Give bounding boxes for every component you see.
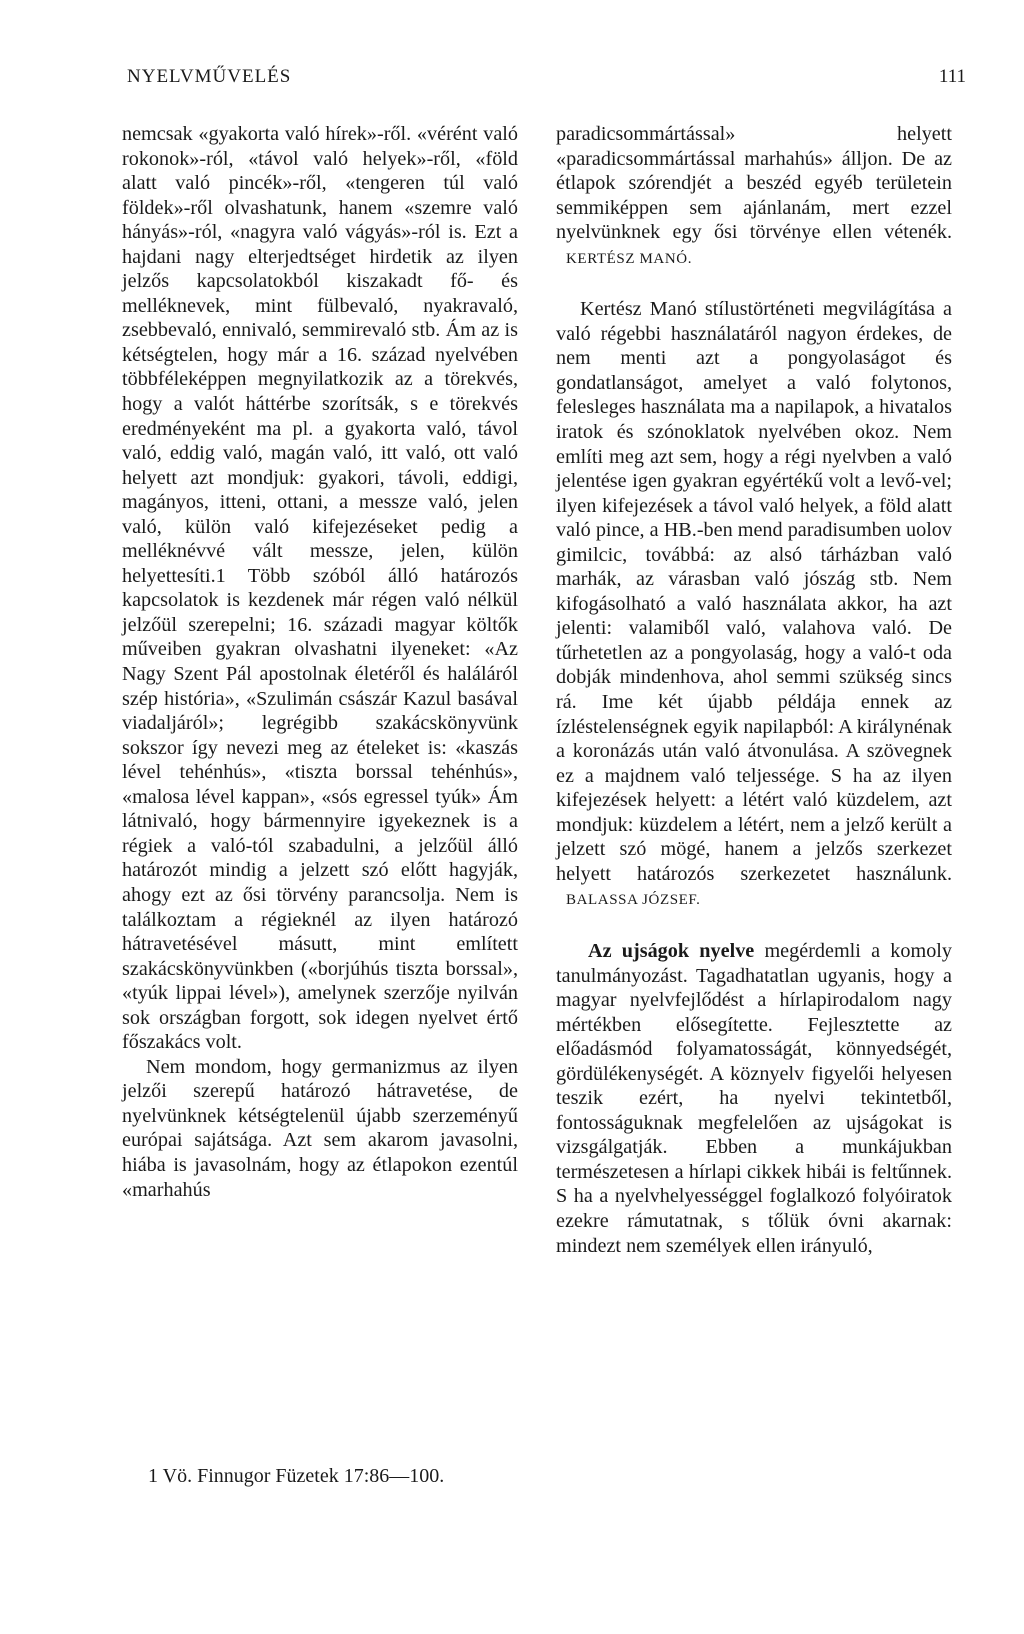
right-paragraph-2 <box>556 297 952 913</box>
left-column <box>122 122 518 1202</box>
left-paragraph-1: nemcsak «gyakorta való hírek»-ről. «vérént való rokonok»-ról, «távol való helyek»-ről, «föld alatt való pincék»-ről, «tengeren túl való földek»-ről olvashatunk, hanem «szemre való hányás»-ról, «nagyra való vágyás»-ról is. Ezt a hajdani nagy elterjedtséget hirdetik az ilyen jelzős kapcsolatokból kiszakadt fő- és melléknevek, mint fülbevaló, nyakravaló, zsebbevaló, ennivaló, semmirevaló stb. Ám az is kétségtelen, hogy már a 16. század nyelvében többféleképpen megnyilatkozik az a törekvés, hogy a valót háttérbe szorítsák, s e törekvés eredményeként ma pl. a gyakorta való, távol való, eddig való, magán való, itt való, ott való helyett azt mondjuk: gyakori, távoli, eddigi, magányos, itteni, ottani, a messze való, jelen való, külön való kifejezéseket pedig a melléknévvé vált messze, jelen, külön helyettesíti.1 Több szóból álló határozós kapcsolatok is kezdenek már régen való nélkül jelzőül szerepelni; 16. századi magyar költők műveiben gyakran olvashatni ilyeneket: «Az Nagy Szent Pál apostolnak életéről és haláláról szép história», «Szulimán császár Kazul basával viadaljáról»; legrégibb szakácskönyvünk sokszor így nevezi meg az ételeket is: «kaszás lével tehénhús», «tiszta borssal tehénhús», «malosa lével kappan», «sós egressel tyúk» Ám látnivaló, hogy bármennyire igyekeznek is a régiek a való-tól szabadulni, a jelzőül álló határozót mindig a jelzett szó előtt hagyják, ahogy ezt az ősi törvény parancsolja. Nem is találkoztam a régieknél az ilyen határozó hátravetésével másutt, mint említett szakácskönyvünkben («borjúhús tiszta borssal», «tyúk lippai lével»), amelynek szerzője nyilván sok országban forgott, sok idegen nyelvet értő főszakács volt. <box>122 123 518 1054</box>
running-head: NYELVMŰVELÉS <box>127 66 292 87</box>
signature-balassa: BALASSA JÓZSEF. <box>566 892 701 909</box>
spacer <box>556 271 952 297</box>
section-heading: Az ujságok nyelve <box>588 939 755 962</box>
right-paragraph-3-text: megérdemli a komoly tanulmányozást. Tagadhatatlan ugyanis, hogy a magyar nyelvfejlődést a hírlapirodalom nagy mértékben elősegítette. Fejlesztette az előadásmód folyamatosságát, könnyedségét, gördülékenységét. A köznyelv figyelői helyesen teszik ezért, ha nyelvi tekintetből, fontosságuknak megfelelően az ujságokat is vizsgálgatják. Ebben a munkájukban természetesen a hírlapi cikkek hibái is feltűnnek. S ha a nyelvhelyességgel foglalkozó folyóiratok ezekre rámutatnak, s tőlük óvni akarnak: mindezt nem személyek ellen irányuló, <box>556 939 952 1257</box>
page-number: 111 <box>938 66 966 87</box>
right-paragraph-3 <box>556 939 952 1258</box>
footnote: 1 Vö. Finnugor Füzetek 17:86—100. <box>148 1465 445 1487</box>
right-paragraph-1-text: paradicsommártással» helyett «paradicsommártással marhahús» álljon. De az étlapok szórendjét a beszéd egyéb területein semmiképpen sem ajánlanám, mert ezzel nyelvünknek egy ősi törvénye ellen vétenék. <box>556 123 952 244</box>
right-column <box>556 122 952 1258</box>
spacer <box>556 913 952 939</box>
left-paragraph-2: Nem mondom, hogy germanizmus az ilyen jelzői szerepű határozó hátravetése, de nyelvünknek kétségtelenül újabb szerzeményű európai sajátsága. Azt sem akarom javasolni, hiába is javasolnám, hogy az étlapokon ezentúl «marhahús <box>122 1055 518 1201</box>
signature-kertesz: KERTÉSZ MANÓ. <box>566 250 693 267</box>
right-paragraph-1 <box>556 122 952 271</box>
right-paragraph-2-text: Kertész Manó stílustörténeti megvilágítása a való régebbi használatáról nagyon érdekes, de nem menti azt a pongyolaságot és gondatlanságot, amelyet a való folytonos, felesleges használata ma a napilapok, a hivatalos iratok és szónoklatok nyelvében okoz. Nem említi meg azt sem, hogy a régi nyelvben a való jelentése igen gyakran egyértékű volt a levő-vel; ilyen kifejezések a távol való helyek, a föld alatt való pince, a HB.-ben mend paradisumben uolov gimilcic, továbbá: az alsó tárházban való marhák, az várasban való jószág stb. Nem kifogásolható a való használata akkor, ha azt jelenti: valamiből való, valahova való. De tűrhetetlen az a pongyolaság, hogy a való-t oda dobják mindenhova, ahol semmi szükség sincs rá. Ime két újabb példája ennek az ízléstelenségnek egyik napilapból: A királynénak a koronázás után való átvonulása. A szövegnek ez a majdnem való teljessége. S ha az ilyen kifejezések helyett: a létért való küzdelem, azt mondjuk: küzdelem a létért, nem a jelző került a jelzett szó mögé, hanem a jelzős szerkezet helyett határozós szerkezetet használunk. <box>556 298 952 885</box>
